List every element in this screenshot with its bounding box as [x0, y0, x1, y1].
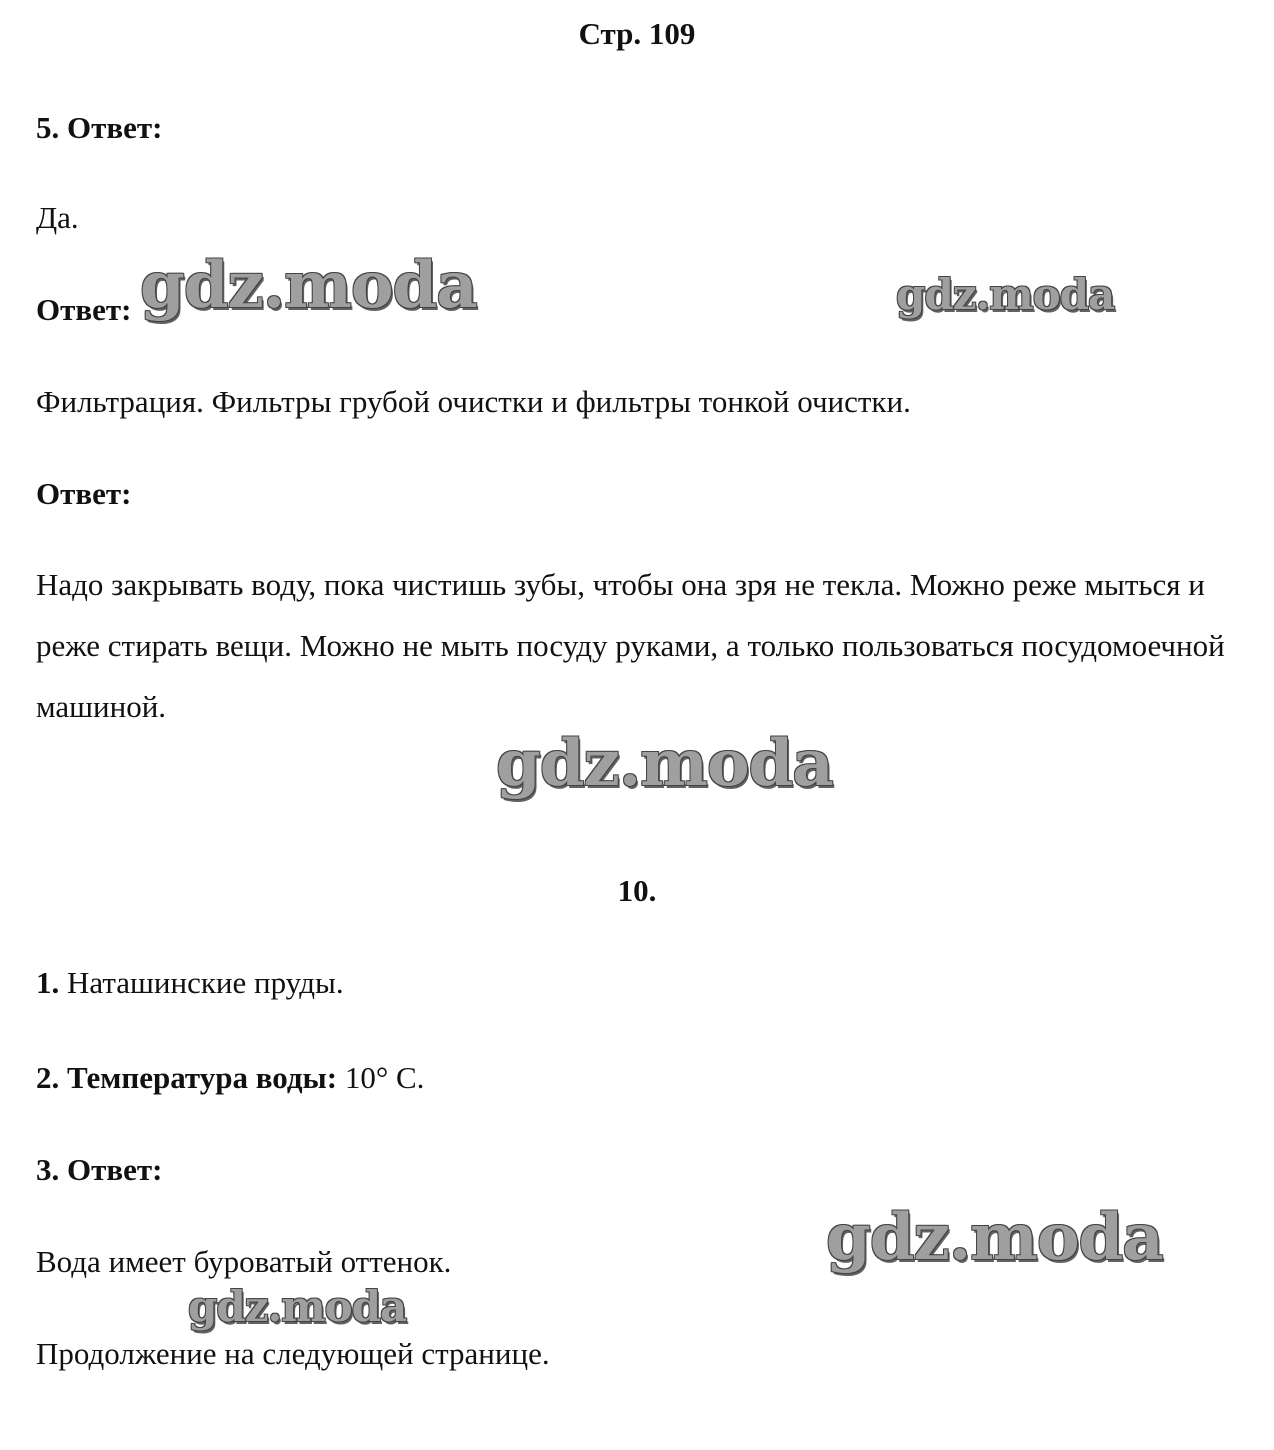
continuation-note: Продолжение на следующей странице.: [36, 1336, 550, 1371]
page-title: Стр. 109: [578, 16, 696, 51]
item-1-number: 1.: [36, 965, 60, 1000]
answer-label-2: Ответ:: [36, 292, 132, 327]
answer-label-3: Ответ:: [36, 476, 132, 511]
answer-3-text: Надо закрывать воду, пока чистишь зубы, чтобы она зря не текла. Можно реже мыться и реже стирать вещи. Можно не мыть посуду руками, а только пользоваться посудомоечной машиной.: [36, 567, 1225, 724]
item-3-text: Вода имеет буроватый оттенок.: [36, 1244, 452, 1279]
answer-2-text: Фильтрация. Фильтры грубой очистки и фильтры тонкой очистки.: [36, 384, 911, 419]
item-2-value: 10° С.: [337, 1060, 425, 1095]
watermark: gdz.moda: [188, 1282, 407, 1331]
watermark: gdz.moda: [496, 726, 833, 801]
section-title-10: 10.: [617, 873, 657, 908]
watermark: gdz.moda: [140, 248, 477, 323]
item-2-label: 2. Температура воды:: [36, 1060, 338, 1095]
item-1-text: Наташинские пруды.: [59, 965, 344, 1000]
question-5-heading: 5. Ответ:: [36, 110, 163, 145]
item-3-heading: 3. Ответ:: [36, 1152, 163, 1187]
watermark: gdz.moda: [896, 270, 1115, 319]
item-2: [36, 1060, 424, 1096]
question-5-answer: Да.: [36, 200, 79, 235]
item-1: [36, 965, 344, 1001]
watermark: gdz.moda: [826, 1200, 1163, 1275]
